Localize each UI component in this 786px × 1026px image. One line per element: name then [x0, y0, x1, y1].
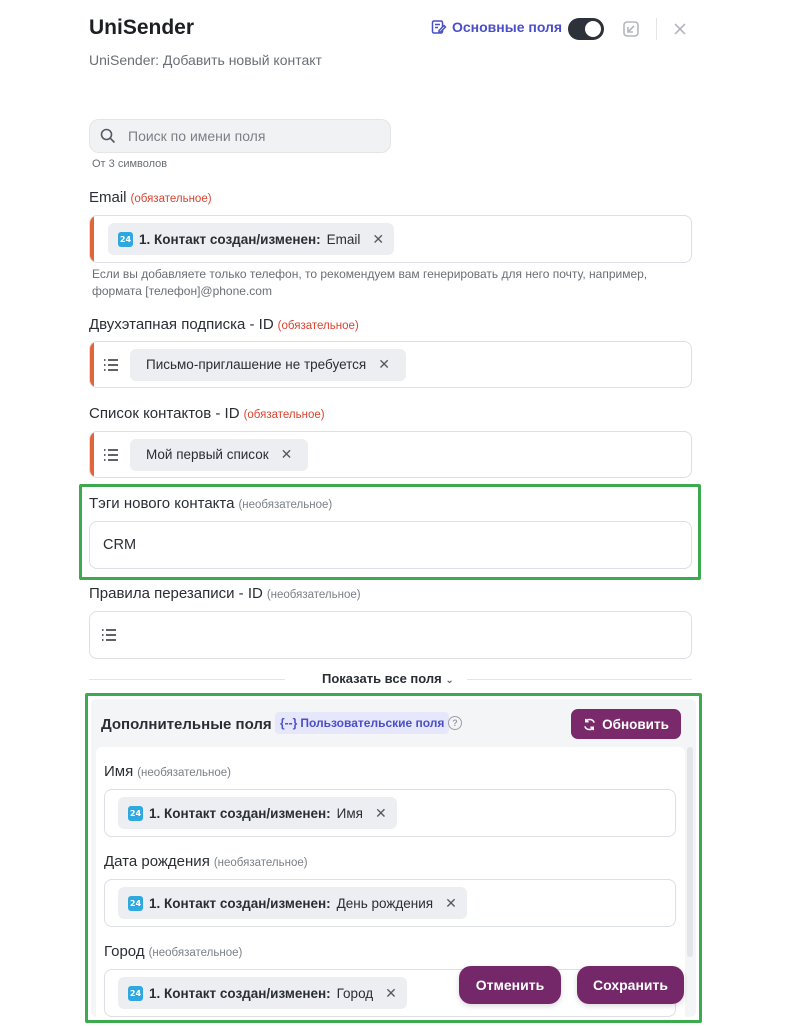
optional-tag: (необязательное): [148, 947, 243, 959]
contact-list-field[interactable]: [89, 431, 692, 478]
show-all-fields-link[interactable]: Показать все поля ⌄: [322, 671, 454, 686]
tags-value: CRM: [103, 537, 137, 553]
bitrix24-icon: 24: [128, 896, 143, 911]
chip-source: 1. Контакт создан/изменен:: [149, 805, 331, 821]
city-label: Город (необязательное): [104, 943, 243, 960]
toggle-knob: [585, 21, 601, 37]
double-optin-field[interactable]: [89, 341, 692, 388]
collapse-icon[interactable]: [621, 19, 641, 39]
required-tag: (обязательное): [130, 193, 212, 205]
chip-value: Мой первый список: [146, 447, 269, 462]
remove-chip-icon[interactable]: ✕: [445, 894, 457, 911]
field-search[interactable]: [89, 119, 391, 153]
tags-input[interactable]: [89, 521, 692, 569]
chevron-down-icon: ⌄: [445, 675, 454, 686]
bitrix24-icon: 24: [118, 232, 133, 247]
optional-tag: (необязательное): [137, 767, 231, 779]
remove-chip-icon[interactable]: ✕: [385, 984, 397, 1001]
chip-source: 1. Контакт создан/изменен:: [149, 985, 331, 1001]
search-hint: От 3 символов: [92, 158, 168, 170]
contact-list-chip[interactable]: [130, 439, 308, 471]
bitrix24-icon: 24: [128, 806, 143, 821]
email-chip[interactable]: [108, 223, 394, 255]
divider-line: [89, 679, 285, 680]
braces-icon: {--}: [280, 716, 298, 730]
remove-chip-icon[interactable]: ✕: [280, 446, 293, 462]
remove-chip-icon[interactable]: ✕: [372, 230, 385, 247]
chip-source: 1. Контакт создан/изменен:: [149, 895, 331, 911]
birthday-label: Дата рождения (необязательное): [104, 853, 308, 870]
required-tag: (обязательное): [277, 320, 359, 332]
double-optin-label: Двухэтапная подписка - ID (обязательное): [89, 316, 359, 333]
search-input[interactable]: [128, 128, 368, 144]
email-label: Email (обязательное): [89, 189, 212, 206]
app-title: UniSender: [89, 16, 195, 39]
contact-list-label: Список контактов - ID (обязательное): [89, 405, 325, 422]
edit-list-icon: [431, 19, 447, 35]
list-icon[interactable]: [102, 356, 120, 374]
close-icon[interactable]: [670, 19, 690, 39]
double-optin-chip[interactable]: [130, 349, 406, 381]
action-subtitle: UniSender: Добавить новый контакт: [89, 52, 322, 68]
main-fields-toggle[interactable]: [568, 18, 604, 40]
header-divider: [656, 18, 657, 40]
overwrite-field[interactable]: [89, 611, 692, 659]
list-icon[interactable]: [100, 626, 118, 644]
tags-label: Тэги нового контакта (необязательное): [89, 495, 333, 512]
required-tag: (обязательное): [243, 409, 325, 421]
cancel-button[interactable]: Отменить: [459, 966, 561, 1004]
chip-value: Письмо-приглашение не требуется: [146, 357, 367, 372]
chip-value: Email: [326, 231, 361, 247]
bitrix24-icon: 24: [128, 986, 143, 1001]
chip-source: 1. Контакт создан/изменен:: [139, 231, 321, 247]
email-field[interactable]: [89, 215, 692, 263]
chip-value: День рождения: [336, 895, 434, 911]
refresh-button[interactable]: Обновить: [571, 709, 681, 739]
custom-fields-tag: {--} Пользовательские поля: [275, 712, 449, 734]
list-icon[interactable]: [102, 446, 120, 464]
show-all-divider: [89, 668, 692, 692]
chip-value: Имя: [336, 805, 363, 821]
extra-fields-title: Дополнительные поля: [101, 716, 272, 733]
remove-chip-icon[interactable]: ✕: [378, 356, 390, 372]
optional-tag: (необязательное): [213, 857, 308, 869]
chip-value: Город: [336, 985, 374, 1001]
email-helper-text: Если вы добавляете только телефон, то рекомендуем вам генерировать для него почту, например, формата [телефон]@phone.com: [92, 267, 648, 298]
divider-line: [467, 679, 692, 680]
optional-tag: (необязательное): [266, 589, 361, 601]
help-icon[interactable]: ?: [448, 716, 462, 730]
name-label: Имя (необязательное): [104, 763, 231, 780]
optional-tag: (необязательное): [238, 499, 333, 511]
overwrite-label: Правила перезаписи - ID (необязательное): [89, 585, 361, 602]
remove-chip-icon[interactable]: ✕: [374, 804, 387, 821]
main-fields-button[interactable]: [431, 19, 562, 35]
search-icon: [100, 128, 116, 144]
main-fields-label: Основные поля: [452, 19, 563, 35]
save-button[interactable]: Сохранить: [577, 966, 684, 1004]
